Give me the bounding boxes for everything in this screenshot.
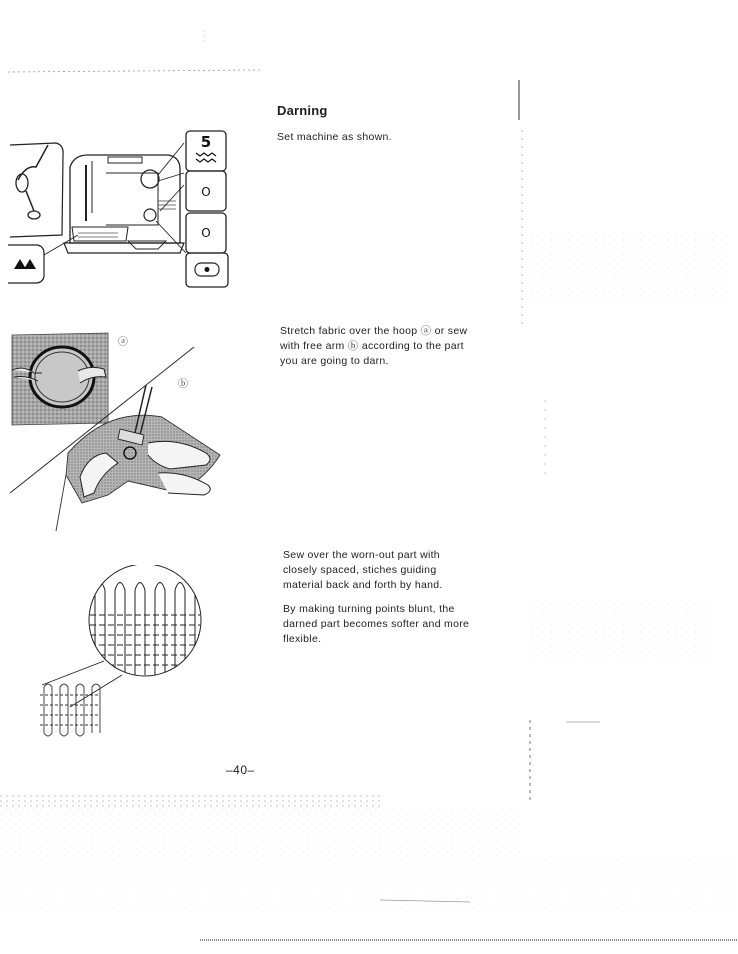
stitch-length-dial — [186, 131, 226, 171]
machine-settings-figure — [8, 125, 233, 290]
darning-foot-illustration — [10, 143, 63, 237]
sewing-machine-illustration — [44, 143, 186, 255]
stitch-width-dial — [186, 171, 226, 211]
stitch-width-value: O — [201, 185, 211, 199]
free-arm-label: ⓑ — [178, 379, 188, 390]
small-stitch-sample — [40, 684, 100, 736]
instruction-turning-points: By making turning points blunt, the darned part becomes softer and more flexible. — [283, 603, 470, 645]
instruction-set-machine: Set machine as shown. — [277, 131, 392, 143]
hoop-and-free-arm-figure — [8, 325, 230, 540]
needle-position-dial — [186, 213, 226, 253]
section-title: Darning — [277, 103, 328, 118]
hoop-label: ⓐ — [118, 337, 128, 348]
instruction-stretch-fabric: Stretch fabric over the hoop ⓐ or sew with free arm ⓑ according to the part you are going to darn. — [280, 325, 468, 367]
needle-position-value: O — [201, 226, 211, 240]
magnified-stitch-circle — [42, 565, 201, 707]
page-number: –40– — [226, 763, 255, 777]
instruction-sew-over: Sew over the worn-out part with closely spaced, stiches guiding material back and forth by hand. — [283, 549, 443, 591]
hoop-illustration — [12, 333, 108, 425]
pattern-selector-dial — [186, 253, 228, 287]
feed-dog-down-icon — [8, 245, 44, 283]
stitch-length-value: 5 — [200, 133, 212, 151]
darning-pattern-figure — [30, 565, 205, 745]
